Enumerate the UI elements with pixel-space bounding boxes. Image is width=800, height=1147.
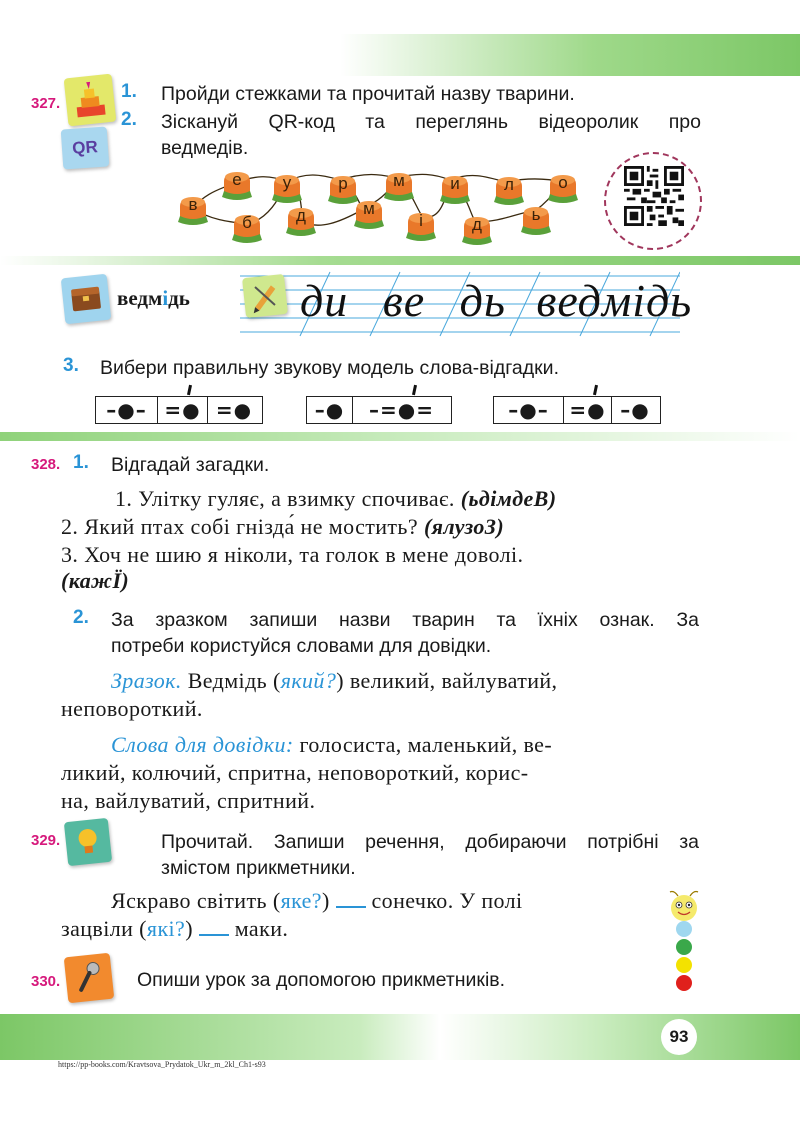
tree-stump [270, 170, 304, 204]
instruction-text: За зразком запиши назви тварин та їхніх ознак. За [111, 609, 699, 631]
stump-letter: м [363, 199, 375, 218]
instruction-text: Відгадай загадки. [111, 454, 270, 476]
model-cell: =● [158, 397, 208, 423]
instruction-text: ведмедів. [161, 137, 249, 159]
tree-stump [220, 167, 254, 201]
page-number: 93 [661, 1019, 697, 1055]
stump-letter: д [296, 206, 306, 225]
stump-letter: м [393, 171, 405, 190]
exercise-number-329: 329. [31, 832, 61, 849]
stump-letter: д [472, 215, 482, 234]
tree-stump [438, 171, 472, 205]
sentence-line-2: зацвіли (які?) маки. [61, 916, 289, 941]
pyramid-task-icon [64, 74, 117, 127]
help-words-line-3: на, вайлуватий, спритний. [61, 788, 316, 813]
tree-stump [176, 192, 210, 226]
source-url[interactable]: https://pp-books.com/Kravtsova_Prydatok_Ukr_m_2kl_Ch1-s93 [58, 1060, 266, 1069]
pencil-write-icon [242, 274, 288, 318]
tree-stump [546, 170, 580, 204]
step-number: 3. [63, 355, 79, 376]
model-cell: –●– [96, 397, 158, 423]
tree-stump [230, 210, 264, 244]
model-cell: –● [307, 397, 353, 423]
model-cell: =● [215, 398, 253, 422]
instruction-text: Прочитай. Запиши речення, добираючи потрібні за [161, 831, 699, 853]
model-cell: –=●= [353, 397, 450, 423]
sound-model-3[interactable] [493, 396, 661, 424]
instruction-text: Пройди стежками та прочитай назву тварини. [161, 83, 575, 105]
book-task-icon [61, 274, 112, 325]
stump-letter: и [450, 174, 460, 193]
qr-code-badge-icon: QR [61, 126, 110, 169]
instruction-text: Вибери правильну звукову модель слова-відгадки. [100, 357, 559, 379]
cursive-sample: ди ве дь ведмідь [300, 275, 693, 326]
riddle-1: 1. Улітку гуляє, а взимку спочиває. (ьдімдеВ) [115, 486, 557, 511]
model-cell: =● [564, 397, 612, 423]
stump-letter: р [338, 174, 348, 193]
stump-letter: л [504, 175, 514, 194]
dictionary-word: ведмідь [117, 286, 190, 310]
help-words-line-2: ликий, колючий, спритна, неповороткий, корис- [61, 760, 529, 785]
exercise-number-330: 330. [31, 973, 61, 990]
riddle-2: 2. Який птах собі гнізда́ не мостить? (ялузоЗ) [61, 514, 505, 539]
tree-stump [404, 208, 438, 242]
instruction-text: Зіскануй QR-код та переглянь відеоролик про [161, 111, 701, 133]
exercise-number-327: 327. [31, 95, 61, 112]
step-number: 1. [121, 81, 137, 102]
sample-line-1: Зразок. Ведмідь (який?) великий, вайлуватий, [111, 668, 558, 693]
stump-letter: е [232, 170, 242, 189]
step-number: 1. [73, 452, 89, 473]
answer-blank[interactable] [336, 888, 366, 908]
sound-model-1[interactable] [95, 396, 263, 424]
sound-model-2[interactable] [306, 396, 452, 424]
divider-band-1 [0, 256, 800, 265]
tree-stump [284, 203, 318, 237]
step-number: 2. [121, 109, 137, 130]
instruction-text: потреби користуйся словами для довідки. [111, 635, 492, 657]
riddle-3-answer: (кажЇ) [61, 568, 130, 593]
tree-stump [519, 202, 553, 236]
tree-stump [492, 172, 526, 206]
answer-blank[interactable] [199, 916, 229, 936]
qr-code-icon[interactable] [624, 166, 684, 226]
lightbulb-icon [64, 818, 112, 866]
microphone-icon [64, 953, 115, 1004]
stump-letter: у [282, 173, 292, 192]
sentence-line-1: Яскраво світить (яке?) сонечко. У полі [111, 888, 523, 913]
stump-letter: б [242, 213, 252, 232]
step-number: 2. [73, 607, 89, 628]
top-green-band [340, 34, 800, 76]
help-words-line-1: Слова для довідки: голосиста, маленький, ве- [111, 732, 553, 757]
instruction-text: Опиши урок за допомогою прикметників. [137, 969, 506, 991]
sample-line-2: неповороткий. [61, 696, 203, 721]
stump-letter: в [188, 195, 198, 214]
stump-letter: о [558, 173, 568, 192]
model-cell: –●– [494, 397, 564, 423]
instruction-text: змістом прикметники. [161, 857, 356, 879]
riddle-3: 3. Хоч не шию я ніколи, та голок в мене доволі. [61, 542, 524, 567]
tree-stump [460, 212, 494, 246]
stump-letter: ь [531, 205, 541, 224]
model-cell: –● [620, 398, 650, 422]
stump-letter: і [419, 211, 423, 230]
exercise-number-328: 328. [31, 456, 61, 473]
divider-band-2 [0, 432, 800, 441]
caterpillar-icon [660, 890, 710, 998]
tree-stump [352, 196, 386, 230]
tree-stump [382, 168, 416, 202]
